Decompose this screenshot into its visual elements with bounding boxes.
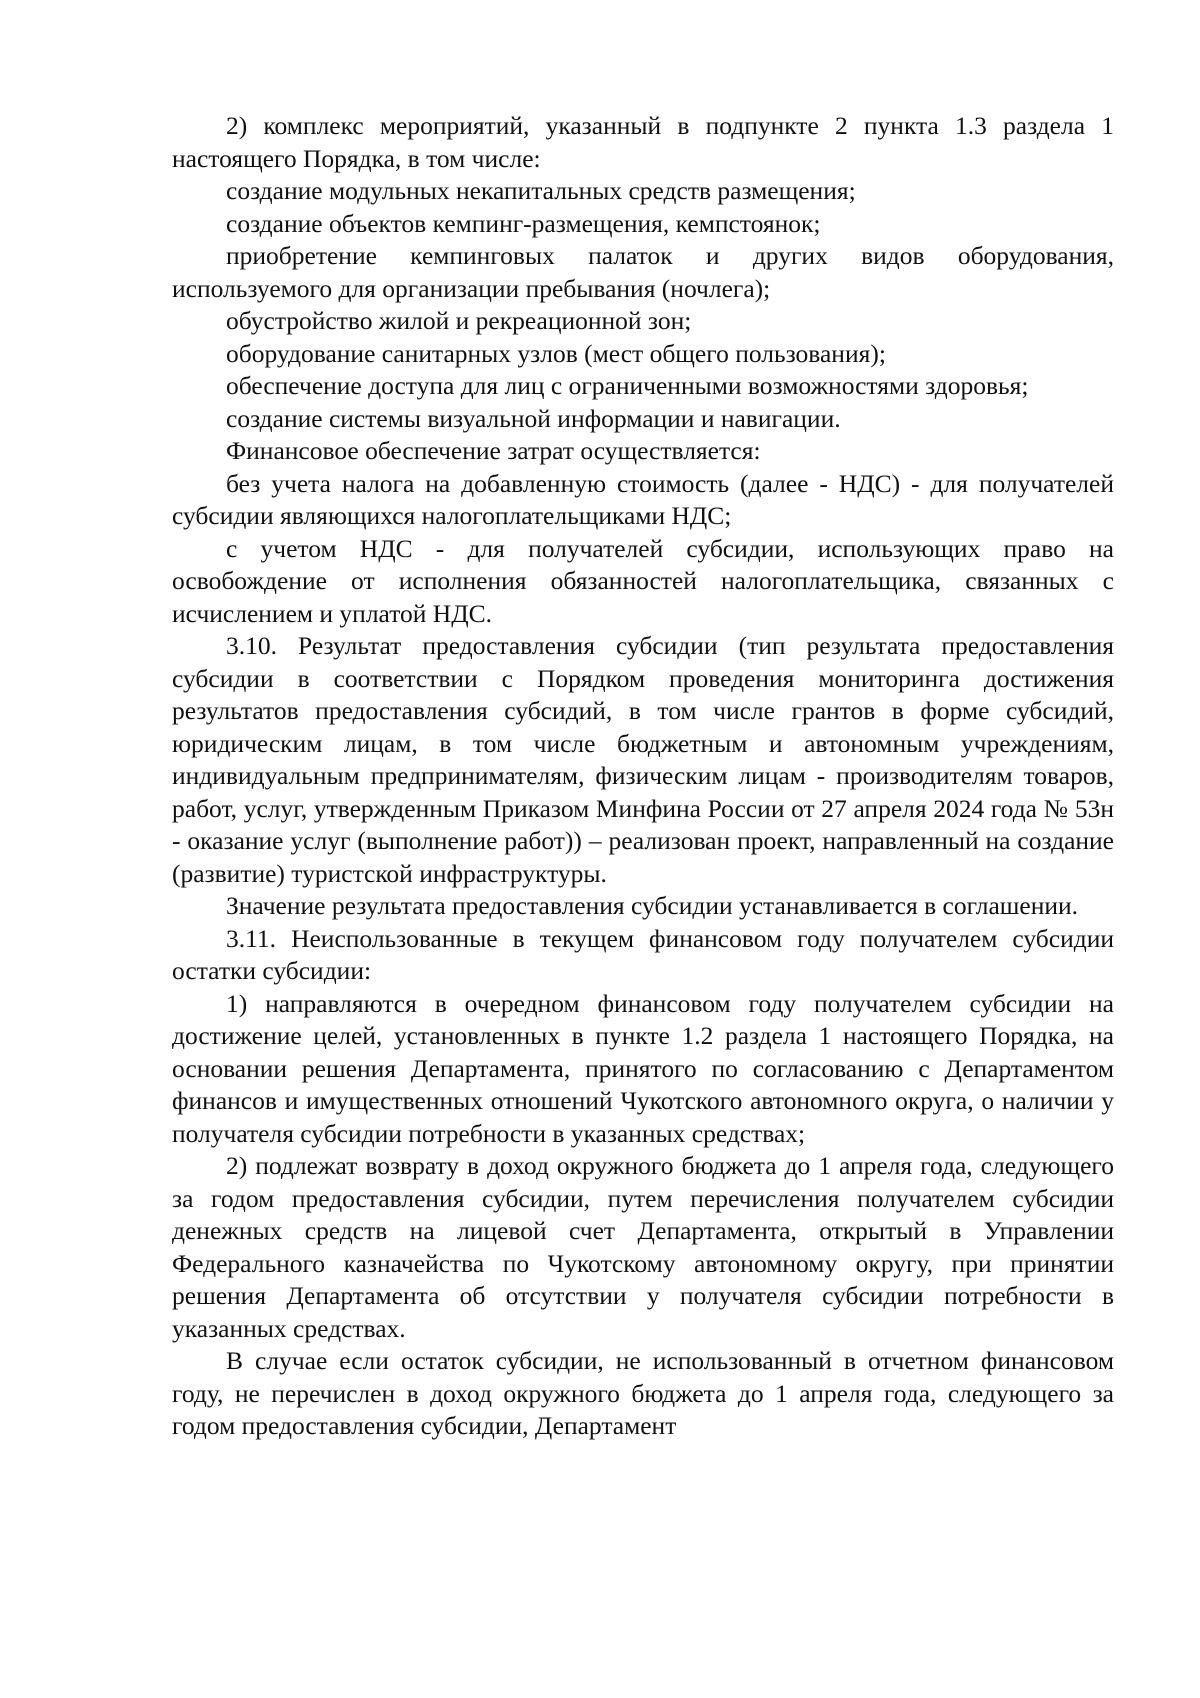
paragraph-3-10-result: 3.10. Результат предоставления субсидии (тип результата предоставления субсидии в соответствии с Порядком проведения мониторинга достижения результатов предоставления субсидий, в том числе грантов в форме субсидий, юридическим лицам, в том числе бюджетным и автономным учреждениям, индивидуальным предпринимателям, физическим лицам - производителям товаров, работ, услуг, утвержденным Приказом Минфина России от 27 апреля 2024 года № 53н - оказание услуг (выполнение работ)) – реализован проект, направленный на создание (развитие) туристской инфраструктуры. bbox=[172, 631, 1114, 888]
paragraph-with-vat: с учетом НДС - для получателей субсидии, использующих право на освобождение от исполнения обязанностей налогоплательщика, связанных с исчислением и уплатой НДС. bbox=[172, 533, 1114, 628]
paragraph-without-vat: без учета налога на добавленную стоимость (далее - НДС) - для получателей субсидии являющихся налогоплательщиками НДС; bbox=[172, 468, 1114, 530]
paragraph-unused-item-2: 2) подлежат возврату в доход окружного бюджета до 1 апреля года, следующего за годом предоставления субсидии, путем перечисления получателем субсидии денежных средств на лицевой счет Департамента, открытый в Управлении Федерального казначейства по Чукотскому автономному округу, при принятии решения Департамента об отсутствии у получателя субсидии потребности в указанных средствах. bbox=[172, 1151, 1114, 1343]
paragraph-camping-objects: создание объектов кемпинг-размещения, кемпстоянок; bbox=[226, 208, 821, 238]
paragraph-remainder-case: В случае если остаток субсидии, не использованный в отчетном финансовом году, не перечислен в доход окружного бюджета до 1 апреля года, следующего за годом предоставления субсидии, Департамент bbox=[172, 1346, 1114, 1440]
paragraph-residential-zones: обустройство жилой и рекреационной зон; bbox=[226, 306, 692, 335]
paragraph-sanitary-units: оборудование санитарных узлов (мест общего пользования); bbox=[226, 338, 886, 368]
paragraph-unused-item-1: 1) направляются в очередном финансовом году получателем субсидии на достижение целей, установленных в пункте 1.2 раздела 1 настоящего Порядка, на основании решения Департамента, принятого по согласованию с Департаментом финансов и имущественных отношений Чукотского автономного округа, о наличии у получателя субсидии потребности в указанных средствах; bbox=[172, 988, 1114, 1148]
paragraph-result-value: Значение результата предоставления субсидии устанавливается в соглашении. bbox=[226, 891, 1079, 920]
paragraph-3-11-unused: 3.11. Неиспользованные в текущем финансовом году получателем субсидии остатки субсидии: bbox=[172, 923, 1114, 985]
paragraph-modular-accommodation: создание модульных некапитальных средств размещения; bbox=[226, 176, 856, 205]
paragraph-navigation-system: создание системы визуальной информации и навигации. bbox=[226, 403, 841, 433]
document-page bbox=[172, 110, 1114, 1443]
paragraph-accessibility: обеспечение доступа для лиц с ограниченными возможностями здоровья; bbox=[226, 371, 1029, 400]
paragraph-financing-intro: Финансовое обеспечение затрат осуществляется: bbox=[226, 436, 761, 465]
paragraph-camping-tents: приобретение кемпинговых палаток и других видов оборудования, используемого для организации пребывания (ночлега); bbox=[172, 241, 1114, 303]
paragraph-item-2: 2) комплекс мероприятий, указанный в подпункте 2 пункта 1.3 раздела 1 настоящего Порядка, в том числе: bbox=[172, 111, 1114, 173]
